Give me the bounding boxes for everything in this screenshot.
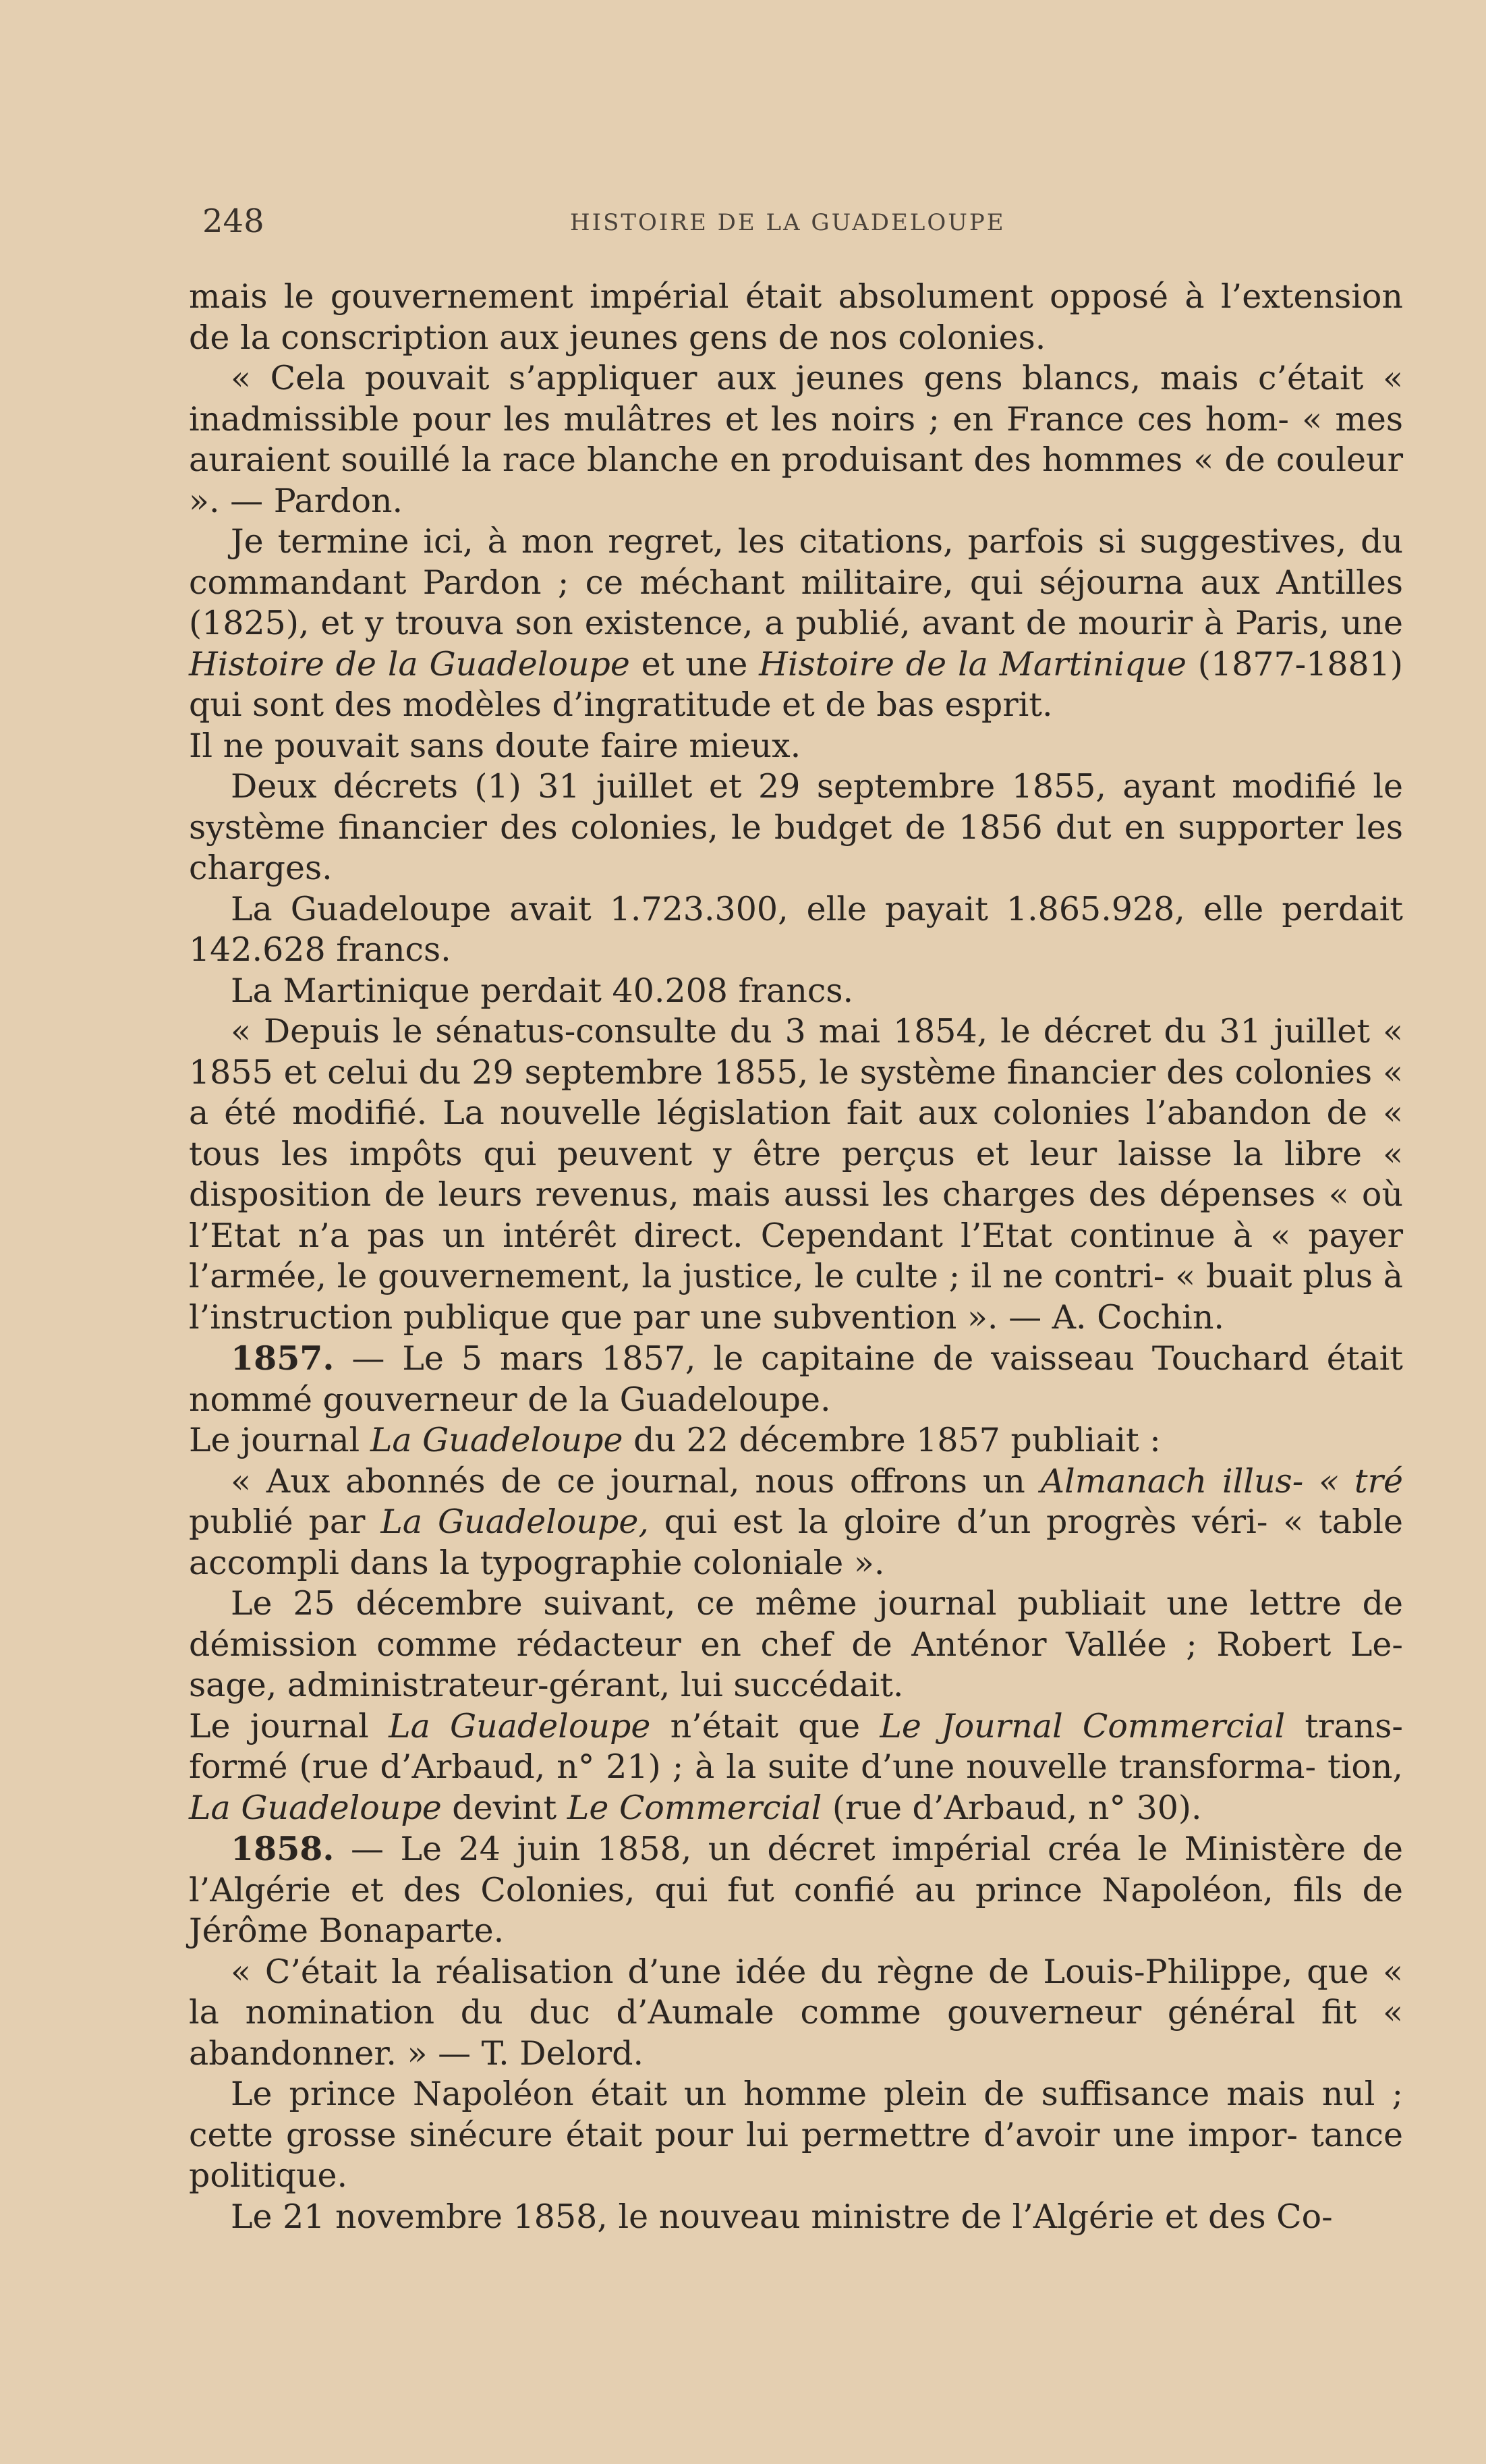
text-run: du 22 décembre 1857 publiait :	[623, 1421, 1161, 1459]
paragraph: Le 25 décembre suivant, ce même journal publiait une lettre de démission comme rédacteur en chef de Anténor Vallée ; Robert Le- sage, administrateur-gérant, lui succédait.	[189, 1584, 1403, 1704]
text-run: Le journal	[189, 1421, 370, 1459]
quote-paragraph: « C’était la réalisation d’une idée du règne de Louis-Philippe, que « la nomination du duc d’Aumale comme gouverneur général fit « abandonner. » — T. Delord.	[189, 1952, 1403, 2073]
newspaper-title: La Guadeloupe	[189, 1788, 442, 1827]
paragraph: La Guadeloupe avait 1.723.300, elle payait 1.865.928, elle perdait 142.628 francs.	[189, 889, 1403, 969]
running-title: HISTOIRE DE LA GUADELOUPE	[570, 209, 1006, 236]
quote-paragraph: « Depuis le sénatus-consulte du 3 mai 1854, le décret du 31 juillet « 1855 et celui du 29 septembre 1855, le système financier des colonies « a été modifié. La nouvelle législation fait aux colonies l’abandon de « tous les impôts qui peuvent y être perçus et leur laisse la libre « disposition de leurs revenus, mais aussi les charges des dépenses « où l’Etat n’a pas un intérêt direct. Cependant l’Etat continue à « payer l’armée, le gouvernement, la justice, le culte ; il ne contri- « buait plus à l’instruction publique que par une subvention ». — A. Cochin.	[189, 1012, 1403, 1337]
text-run: — Le 24 juin 1858, un décret impérial créa le Ministère de l’Algérie et des Colonies, qui fut confié au prince Napoléon, fils de Jérôme Bonaparte.	[189, 1830, 1403, 1950]
paragraph	[189, 1828, 1403, 1952]
text-run: Je termine ici, à mon regret, les citations, parfois si suggestives, du commandant Pardon ; ce méchant militaire, qui séjourna aux Antilles (1825), et y trouva son existence, a publié, avant de mourir à Paris, une	[189, 522, 1403, 642]
paragraph: mais le gouvernement impérial était absolument opposé à l’extension de la conscription aux jeunes gens de nos colonies.	[189, 277, 1403, 357]
paragraph: Deux décrets (1) 31 juillet et 29 septembre 1855, ayant modifié le système financier des colonies, le budget de 1856 dut en supporter les charges.	[189, 767, 1403, 887]
paragraph	[189, 1420, 1403, 1461]
page-header	[202, 202, 1410, 243]
year-heading: 1857.	[231, 1339, 335, 1378]
newspaper-title: La Guadeloupe	[389, 1706, 651, 1745]
text-run: publié par	[189, 1503, 381, 1541]
paragraph: Le 21 novembre 1858, le nouveau ministre de l’Algérie et des Co-	[231, 2197, 1333, 2236]
paragraph	[189, 1338, 1403, 1420]
text-run: (rue d’Arbaud, n° 30).	[822, 1788, 1202, 1827]
newspaper-title: Le Commercial	[567, 1788, 822, 1827]
text-run: devint	[441, 1788, 567, 1827]
text-run: n’était que	[650, 1706, 880, 1745]
quote-paragraph: « Cela pouvait s’appliquer aux jeunes gens blancs, mais c’était « inadmissible pour les mulâtres et les noirs ; en France ces hom- « mes auraient souillé la race blanche en produisant des hommes « de couleur ». — Pardon.	[189, 359, 1403, 520]
paragraph	[189, 1706, 1403, 1829]
newspaper-title: La Guadeloupe	[370, 1421, 623, 1459]
publication-title: Almanach illus- « tré	[1040, 1461, 1403, 1501]
book-title: Histoire de la Martinique	[759, 644, 1187, 683]
paragraph: La Martinique perdait 40.208 francs.	[231, 971, 854, 1010]
text-run: Le journal	[189, 1706, 389, 1745]
paragraph: Le prince Napoléon était un homme plein de suffisance mais nul ; cette grosse sinécure était pour lui permettre d’avoir une impor- tance politique.	[189, 2075, 1403, 2195]
year-heading: 1858.	[231, 1829, 335, 1868]
quote-paragraph	[189, 1461, 1403, 1584]
text-run: « Aux abonnés de ce journal, nous offrons un	[231, 1461, 1041, 1501]
body-text	[189, 277, 1403, 2237]
page-number: 248	[202, 202, 264, 240]
book-title: Histoire de la Guadeloupe	[189, 644, 630, 683]
text-run: trans- formé (rue d’Arbaud, n° 21) ; à la suite d’une nouvelle transforma- tion,	[189, 1706, 1403, 1786]
text-run: (1877-1881) qui sont des modèles d’ingratitude et de bas esprit.	[189, 644, 1404, 724]
text-run: qui est la gloire d’un progrès véri- « table accompli dans la typographie coloniale ».	[189, 1503, 1404, 1582]
newspaper-title: La Guadeloupe,	[380, 1503, 649, 1541]
newspaper-title: Le Journal Commercial	[880, 1706, 1286, 1745]
text-run: — Le 5 mars 1857, le capitaine de vaisseau Touchard était nommé gouverneur de la Guadeloupe.	[189, 1339, 1403, 1419]
paragraph	[189, 522, 1403, 726]
text-run: et une	[629, 644, 760, 683]
paragraph: Il ne pouvait sans doute faire mieux.	[189, 726, 801, 765]
